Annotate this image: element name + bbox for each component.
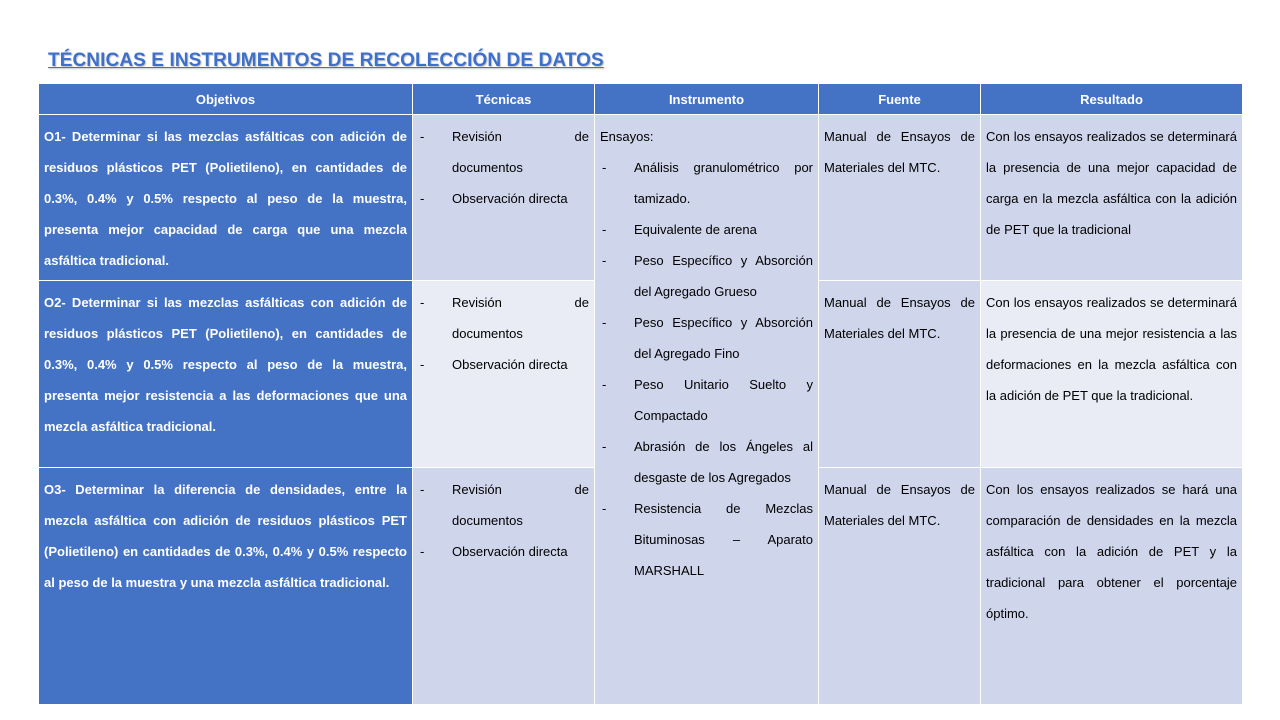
tecnicas-cell [413,281,595,468]
instrumento-heading: Ensayos: [600,129,654,144]
resultado-cell: Con los ensayos realizados se determinará la presencia de una mejor resistencia a las deformaciones en la mezcla asfáltica con la adición de PET que la tradicional. [981,281,1243,468]
table-header-row [39,84,1243,115]
header-instrumento: Instrumento [595,84,819,115]
objetivo-cell: O1- Determinar si las mezclas asfálticas con adición de residuos plásticos PET (Polietileno), en cantidades de 0.3%, 0.4% y 0.5% respecto al peso de la muestra, presenta mejor capacidad de carga que una mezcla asfáltica tradicional. [39,115,413,281]
list-item: - Revisión de documentos [418,287,589,349]
resultado-cell: Con los ensayos realizados se hará una comparación de densidades en la mezcla asfáltica con la adición de PET y la tradicional para obtener el porcentaje óptimo. [981,468,1243,705]
list-item: - Peso Específico y Absorción del Agregado Grueso [600,245,813,307]
fuente-cell: Manual de Ensayos de Materiales del MTC. [819,468,981,705]
list-item: - Peso Unitario Suelto y Compactado [600,369,813,431]
list-item: - Observación directa [418,536,589,567]
data-collection-table [38,83,1243,705]
list-item: - Equivalente de arena [600,214,813,245]
objetivo-cell: O2- Determinar si las mezclas asfálticas con adición de residuos plásticos PET (Polietileno), en cantidades de 0.3%, 0.4% y 0.5% respecto al peso de la muestra, presenta mejor resistencia a las deformaciones que una mezcla asfáltica tradicional. [39,281,413,468]
header-resultado: Resultado [981,84,1243,115]
resultado-cell: Con los ensayos realizados se determinará la presencia de una mejor capacidad de carga en la mezcla asfáltica con la adición de PET que la tradicional [981,115,1243,281]
tecnicas-cell [413,468,595,705]
header-fuente: Fuente [819,84,981,115]
list-item: - Abrasión de los Ángeles al desgaste de los Agregados [600,431,813,493]
list-item: - Observación directa [418,349,589,380]
list-item: - Observación directa [418,183,589,214]
header-tecnicas: Técnicas [413,84,595,115]
list-item: - Análisis granulométrico por tamizado. [600,152,813,214]
list-item: - Revisión de documentos [418,474,589,536]
tecnicas-cell [413,115,595,281]
list-item: - Peso Específico y Absorción del Agregado Fino [600,307,813,369]
table-row [39,115,1243,281]
instrumento-cell [595,115,819,705]
fuente-cell: Manual de Ensayos de Materiales del MTC. [819,281,981,468]
header-objetivos: Objetivos [39,84,413,115]
page-title: TÉCNICAS E INSTRUMENTOS DE RECOLECCIÓN DE DATOS [48,50,604,71]
list-item: - Revisión de documentos [418,121,589,183]
fuente-cell: Manual de Ensayos de Materiales del MTC. [819,115,981,281]
list-item: - Resistencia de Mezclas Bituminosas – Aparato MARSHALL [600,493,813,586]
objetivo-cell: O3- Determinar la diferencia de densidades, entre la mezcla asfáltica con adición de residuos plásticos PET (Polietileno) en cantidades de 0.3%, 0.4% y 0.5% respecto al peso de la muestra y una mezcla asfáltica tradicional. [39,468,413,705]
